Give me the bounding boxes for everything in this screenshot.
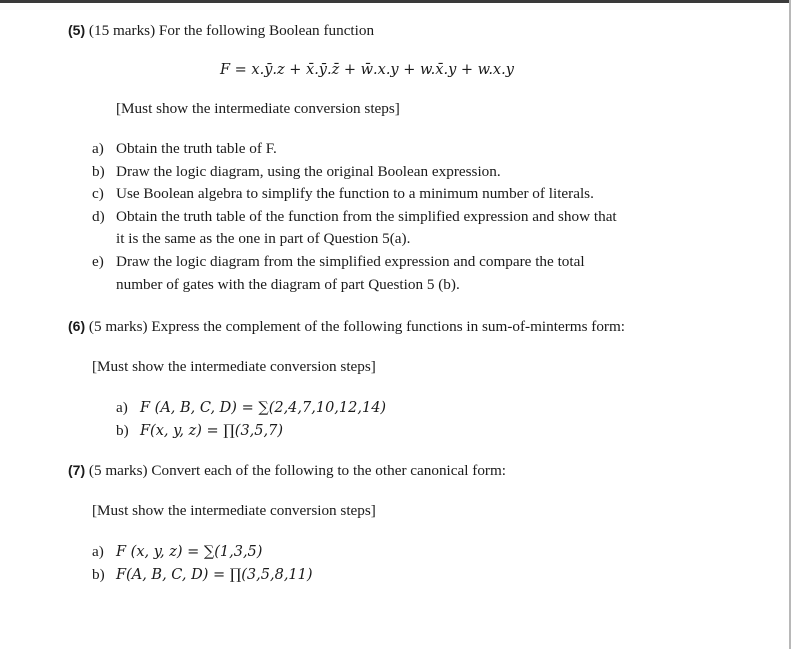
- q6-note: [Must show the intermediate conversion steps]: [92, 358, 376, 375]
- q7-item-a-label: a): [92, 543, 104, 560]
- q5-item-d-text: Obtain the truth table of the function from the simplified expression and show that: [116, 208, 617, 225]
- q7-number: (7): [68, 462, 86, 478]
- q6-item-b-formula: F(x, y, z) = ∏(3,5,7): [140, 423, 284, 439]
- q5-item-a: [92, 139, 277, 159]
- q7-item-b: [92, 565, 313, 585]
- q5-item-e-text: Draw the logic diagram from the simplified expression and compare the total: [116, 253, 585, 270]
- q5-note: [Must show the intermediate conversion steps]: [116, 100, 400, 117]
- q5-item-e-continued: number of gates with the diagram of part Question 5 (b).: [116, 276, 460, 293]
- q5-item-b-label: b): [92, 163, 105, 180]
- q6-header-text: (5 marks) Express the complement of the following functions in sum-of-minterms form:: [85, 318, 626, 335]
- q5-number: (5): [68, 22, 86, 38]
- q7-item-b-label: b): [92, 566, 105, 583]
- q5-item-e: [92, 252, 585, 272]
- window-top-border: [0, 0, 791, 3]
- q6-item-a: [116, 398, 386, 418]
- q7-header-text: (5 marks) Convert each of the following to the other canonical form:: [85, 462, 507, 479]
- q7-item-a: [92, 542, 262, 562]
- q5-header-text: (15 marks) For the following Boolean function: [85, 22, 375, 39]
- q5-item-c: [92, 184, 594, 204]
- q6-item-a-label: a): [116, 399, 128, 416]
- q5-item-b-text: Draw the logic diagram, using the original Boolean expression.: [116, 163, 501, 180]
- q5-item-d-label: d): [92, 208, 105, 225]
- q5-heading: [68, 20, 374, 41]
- q6-item-b-label: b): [116, 422, 129, 439]
- q5-item-e-label: e): [92, 253, 104, 270]
- q7-note: [Must show the intermediate conversion steps]: [92, 502, 376, 519]
- q6-heading: [68, 316, 625, 337]
- q7-item-a-formula: F (x, y, z) = ∑(1,3,5): [116, 544, 263, 560]
- q5-item-a-label: a): [92, 140, 104, 157]
- q6-item-b: [116, 421, 283, 441]
- q6-number: (6): [68, 318, 86, 334]
- q5-item-b: [92, 162, 501, 182]
- q7-item-b-formula: F(A, B, C, D) = ∏(3,5,8,11): [116, 567, 313, 583]
- q5-item-c-text: Use Boolean algebra to simplify the function to a minimum number of literals.: [116, 185, 594, 202]
- q5-item-c-label: c): [92, 185, 104, 202]
- q5-item-d: [92, 207, 617, 227]
- q5-boolean-function: F = x.ȳ.z + x̄.ȳ.z̄ + w̄.x.y + w.x̄.y + w.x.y: [220, 62, 514, 78]
- q5-item-a-text: Obtain the truth table of F.: [116, 140, 277, 157]
- q7-heading: [68, 460, 506, 481]
- q5-item-d-continued: it is the same as the one in part of Question 5(a).: [116, 230, 411, 247]
- q6-item-a-formula: F (A, B, C, D) = ∑(2,4,7,10,12,14): [140, 400, 387, 416]
